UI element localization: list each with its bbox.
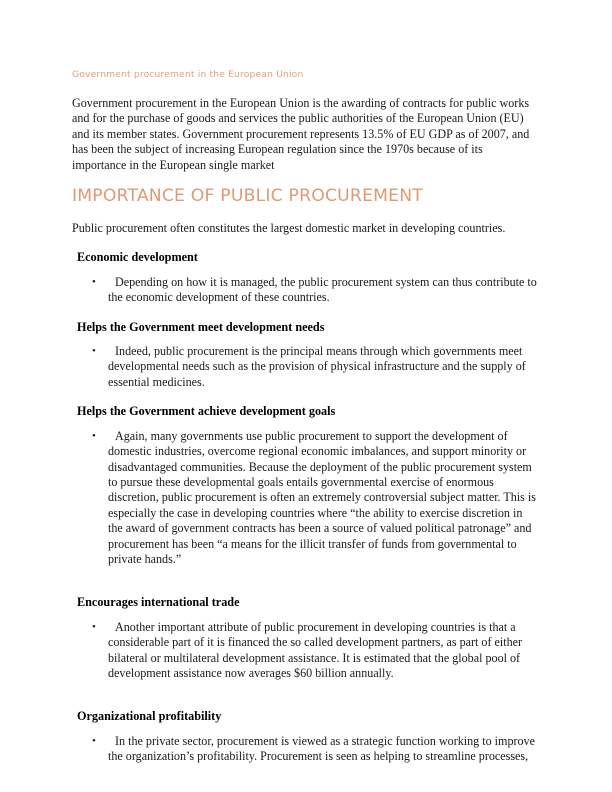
list-item: • In the private sector, procurement is viewed as a strategic function working to improve the organization’s profitability. Procurement is seen as helping to streamline processes,	[72, 734, 540, 765]
section-intro-paragraph: Public procurement often constitutes the largest domestic market in developing countries.	[72, 221, 506, 236]
subheading-organizational-profitability: Organizational profitability	[77, 709, 222, 724]
list-item: • Another important attribute of public procurement in developing countries is that a considerable part of it is financed the so called development partners, as part of either bilateral or multilateral development assistance. It is estimated that the global pool of development assistance now averages $60 billion annually.	[72, 620, 540, 682]
section-heading-importance: IMPORTANCE OF PUBLIC PROCUREMENT	[72, 186, 423, 207]
subheading-meet-development-needs: Helps the Government meet development needs	[77, 319, 325, 334]
subsection-organizational-profitability	[72, 709, 540, 764]
document-title: Government procurement in the European Union	[72, 69, 304, 80]
bullet-list-encourages-international-trade	[72, 620, 540, 682]
spacer	[72, 576, 540, 581]
bullet-list-economic-development	[72, 275, 540, 306]
subsection-economic-development	[72, 250, 540, 305]
bullet-list-organizational-profitability	[72, 734, 540, 765]
bullet-list-achieve-development-goals	[72, 429, 540, 568]
list-item: • Again, many governments use public procurement to support the development of domestic industries, overcome regional economic imbalances, and support minority or disadvantaged communities. Because the deployment of the public procurement system to pursue these developmental goals entails governmental exercise of enormous discretion, public procurement is often an extremely controversial subject matter. This is especially the case in developing countries where “the ability to exercise discretion in the award of government contracts has been a source of valued political patronage” and procurement has been “a means for the illicit transfer of funds from governmental to private hands.”	[72, 429, 540, 568]
list-item: • Depending on how it is managed, the public procurement system can thus contribute to the economic development of these countries.	[72, 275, 540, 306]
spacer	[72, 690, 540, 695]
subsection-encourages-international-trade	[72, 595, 540, 681]
bullet-list-meet-development-needs	[72, 344, 540, 390]
intro-paragraph: Government procurement in the European Union is the awarding of contracts for public works and for the purchase of goods and services the public authorities of the European Union (EU) and its member states. Government procurement represents 13.5% of EU GDP as of 2007, and has been the subject of increasing European regulation since the 1970s because of its importance in the European single market	[72, 96, 530, 172]
subsection-meet-development-needs	[72, 320, 540, 391]
subheading-achieve-development-goals: Helps the Government achieve development goals	[77, 404, 336, 419]
subsection-achieve-development-goals	[72, 404, 540, 567]
list-item: • Indeed, public procurement is the principal means through which governments meet developmental needs such as the provision of physical infrastructure and the supply of essential medicines.	[72, 344, 540, 390]
subheading-encourages-international-trade: Encourages international trade	[77, 595, 240, 610]
subheading-economic-development: Economic development	[77, 250, 198, 265]
